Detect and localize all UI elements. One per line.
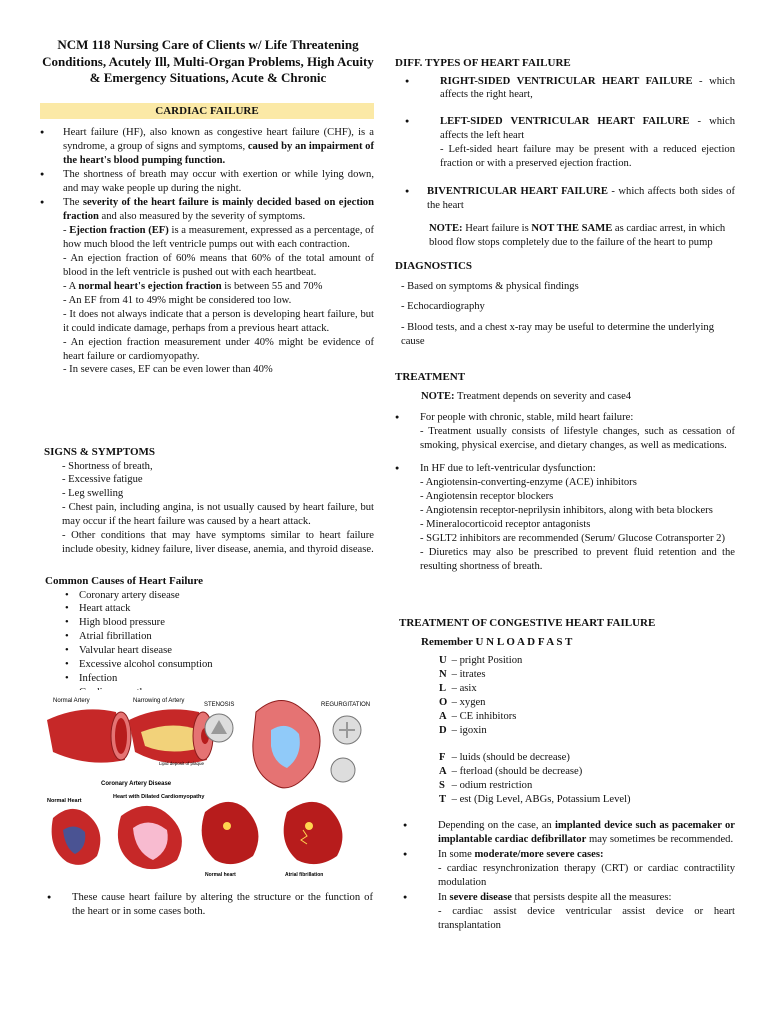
- fig-label: Coronary Artery Disease: [101, 781, 172, 787]
- treatment-note: NOTE: Treatment depends on severity and case4: [421, 390, 632, 402]
- mnemonic-item: A – CE inhibitors: [439, 710, 517, 722]
- heart-disease-figure: [41, 690, 374, 880]
- intro-bullet: ● The severity of the heart failure is mainly decided based on ejection fraction and also measured by the severity of symptoms.: [40, 196, 374, 224]
- cause-item: • Coronary artery disease: [45, 589, 375, 603]
- cause-item: • Valvular heart disease: [45, 644, 375, 658]
- hf-type: ● LEFT-SIDED VENTRICULAR HEART FAILURE - which affects the left heart - Left-sided heart failure may be present with a reduced ejection fraction or with a preserved ejection fraction.: [405, 115, 735, 171]
- diff-heading: DIFF. TYPES OF HEART FAILURE: [395, 57, 571, 69]
- chf-bullet: ● In severe disease that persists despite all the measures: - cardiac assist device ventricular assist device or heart transplantation: [403, 891, 735, 933]
- symptom: - Excessive fatigue: [62, 474, 143, 486]
- ef-notes: - Ejection fraction (EF) is a measurement, expressed as a percentage, of how much blood the left ventricle pumps out with each contraction. - An ejection fraction of 60% means that 60% of the total amount of blood in the left ventricle is pushed out with each heartbeat. - A normal heart's ejection fraction is between 55 and 70% - An EF from 41 to 49% might be considered too low. - It does not always indicate that a person is developing heart failure, but it could indicate damage, perhaps from a previous heart attack. - An ejection fraction measurement under 40% might be evidence of heart failure or cardiomyopathy. - In severe cases, EF can be even lower than 40%: [63, 224, 374, 376]
- fig-label: STENOSIS: [204, 702, 235, 708]
- document-title: NCM 118 Nursing Care of Clients w/ Life Threatening Conditions, Acutely Ill, Multi-Organ Problems, High Acuity & Emergency Situations, Acute & Chronic: [42, 37, 374, 85]
- mnemonic-item: U – pright Position: [439, 655, 523, 667]
- treatment-bullet: ● For people with chronic, stable, mild heart failure: - Treatment usually consists of lifestyle changes, such as cessation of smoking, physical exercise, and dietary changes, as well as medications.: [395, 411, 735, 453]
- section-label: CARDIAC FAILURE: [40, 103, 374, 119]
- symptom: - Leg swelling: [62, 488, 124, 500]
- fig-label: REGURGITATION: [321, 702, 371, 708]
- fig-label: Narrowing of Artery: [133, 698, 185, 704]
- symptom: - Other conditions that may have symptoms similar to heart failure include obesity, kidney failure, liver disease, anemia, and thyroid disease.: [62, 530, 374, 556]
- diff-types-section: [395, 56, 735, 250]
- treatment-section: [395, 370, 735, 574]
- mnemonic-title: Remember U N L O A D F A S T: [421, 635, 573, 648]
- fig-label: Atrial fibrillation: [285, 872, 324, 878]
- intro-section: [40, 126, 374, 377]
- cause-item: • Atrial fibrillation: [45, 630, 375, 644]
- fig-label: Lipid deposit of plaque: [159, 761, 205, 766]
- figure-note: ● These cause heart failure by altering the structure or the function of the heart or in some cases both.: [47, 891, 373, 919]
- hf-type: ● RIGHT-SIDED VENTRICULAR HEART FAILURE - which affects the right heart,: [405, 75, 735, 103]
- normal-artery-image: [47, 709, 131, 762]
- mnemonic-item: L – asix: [439, 682, 477, 694]
- signs-heading: SIGNS & SYMPTOMS: [44, 446, 156, 458]
- mnemonic-item: O – xygen: [439, 696, 486, 708]
- mnemonic-item: N – itrates: [439, 669, 486, 680]
- mnemonic-list: [395, 654, 735, 807]
- fig-label: Normal heart: [205, 872, 236, 878]
- symptom: - Shortness of breath,: [62, 460, 153, 472]
- cause-item: • Excessive alcohol consumption: [45, 658, 375, 672]
- fig-label: Heart with Dilated Cardiomyopathy: [113, 794, 205, 800]
- cause-item: • Heart attack: [45, 602, 375, 616]
- chf-bullet: ● Depending on the case, an implanted device such as pacemaker or implantable cardiac defibrillator may sometimes be recommended.: [403, 819, 735, 847]
- hf-type: ● BIVENTRICULAR HEART FAILURE - which affects both sides of the heart: [405, 185, 735, 213]
- intro-bullet: ● The shortness of breath may occur with exertion or while lying down, and may wake people up during the night.: [40, 168, 374, 196]
- mnemonic-item: F – luids (should be decrease): [439, 751, 570, 763]
- mnemonic-item: A – fterload (should be decrease): [439, 765, 583, 777]
- causes-section: [45, 574, 375, 700]
- treatment-heading: TREATMENT: [395, 371, 466, 383]
- chf-heading: TREATMENT OF CONGESTIVE HEART FAILURE: [399, 617, 656, 629]
- mnemonic-item: T – est (Dig Level, ABGs, Potassium Level): [439, 793, 631, 805]
- mnemonic-item: D – igoxin: [439, 724, 487, 736]
- intro-bullet: ● Heart failure (HF), also known as congestive heart failure (CHF), is a syndrome, a group of signs and symptoms, caused by an impairment of the heart's blood pumping function.: [40, 126, 374, 168]
- chf-section: [395, 616, 735, 932]
- cause-item: • Infection: [45, 672, 375, 686]
- mnemonic-item: S – odium restriction: [439, 779, 533, 791]
- chf-bullet: ● In some moderate/more severe cases: - cardiac resynchronization therapy (CRT) or cardiac contractility modulation: [403, 848, 735, 890]
- symptom: - Chest pain, including angina, is not usually caused by heart failure, but may occur if the heart failure was caused by a heart attack.: [62, 502, 374, 528]
- cause-item: • High blood pressure: [45, 616, 375, 630]
- diagnostics-section: DIAGNOSTICS - Based on symptoms & physical findings - Echocardiography - Blood tests, and a chest x-ray may be useful to determine the underlying cause: [395, 259, 735, 349]
- fig-label: Normal Heart: [47, 798, 82, 804]
- diagnostics-heading: DIAGNOSTICS: [395, 260, 473, 272]
- treatment-bullet: ● In HF due to left-ventricular dysfunction: - Angiotensin-converting-enzyme (ACE) inhibitors - Angiotensin receptor blockers - Angiotensin receptor-neprilysin inhibitors, along with beta blockers - Mineralocorticoid receptor antagonists - SGLT2 inhibitors are recommended (Serum/ Glucose Cotransporter 2) - Diuretics may also be prescribed to prevent fluid retention and the resulting shortness of breath.: [395, 462, 735, 574]
- signs-section: [44, 445, 374, 557]
- diff-note: NOTE: Heart failure is NOT THE SAME as cardiac arrest, in which blood flow stops completely due to the failure of the heart to pump: [429, 223, 726, 249]
- fig-label: Normal Artery: [53, 698, 90, 704]
- causes-heading: Common Causes of Heart Failure: [45, 575, 204, 587]
